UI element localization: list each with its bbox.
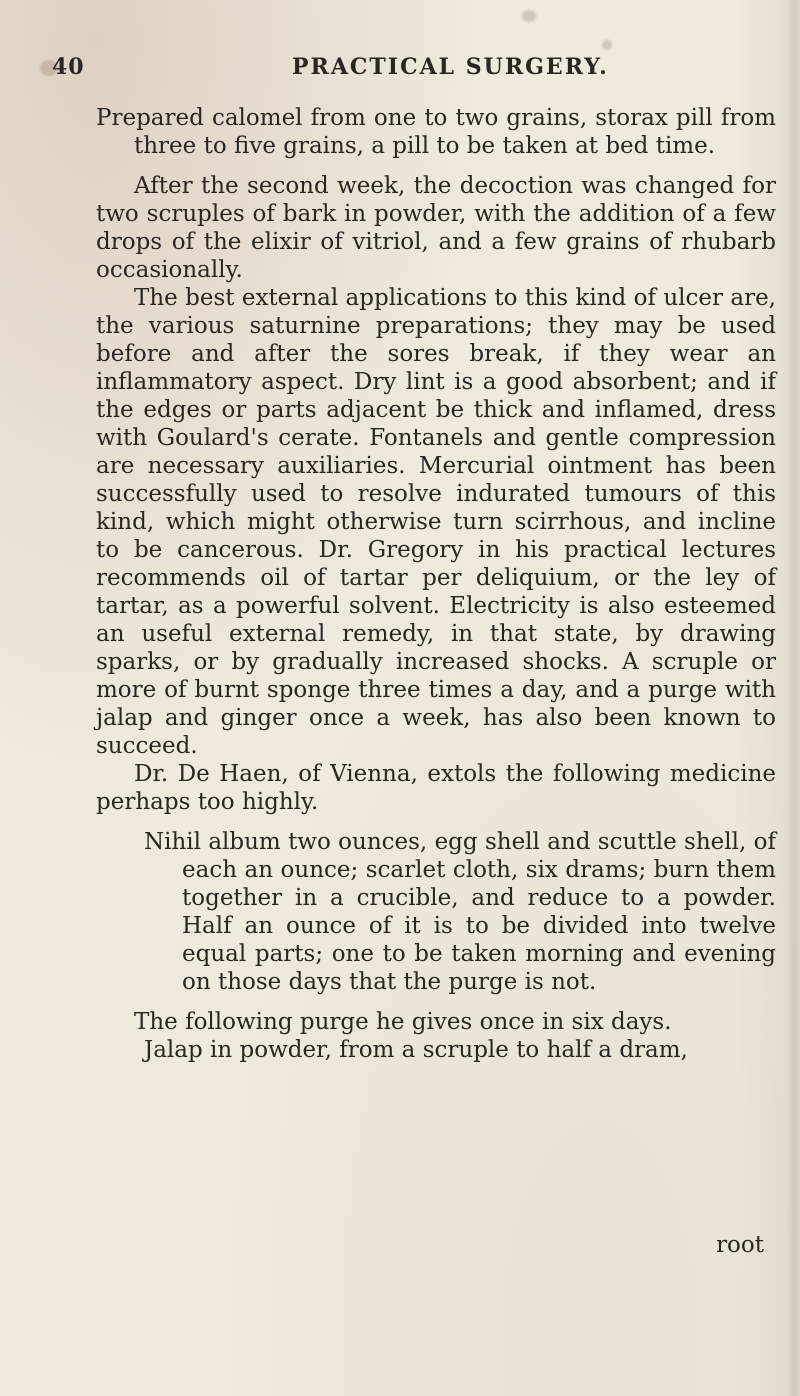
running-head: PRACTICAL SURGERY.	[292, 54, 609, 80]
paragraph-external-applications: The best external applications to this kind of ulcer are, the various saturnine preparations; they may be used before and after the sores break, if they wear an inflammatory aspect. Dry lint is a good absorbent; and if the edges or parts adjacent be thick and inflamed, dress with Goulard's cerate. Fontanels and gentle compression are necessary auxiliaries. Mercurial ointment has been successfully used to resolve indurated tumours of this kind, which might otherwise turn scirrhous, and incline to be cancerous. Dr. Gregory in his practical lectures recommends oil of tartar per deliquium, or the ley of tartar, as a powerful solvent. Electricity is also esteemed an useful external remedy, in that state, by drawing sparks, or by gradually increased shocks. A scruple or more of burnt sponge three times a day, and a purge with jalap and ginger once a week, has also been known to succeed.	[96, 285, 776, 759]
page-number: 40	[52, 54, 85, 80]
catchword: root	[716, 1232, 764, 1258]
page-edge-shadow	[786, 0, 800, 1396]
paragraph-second-week: After the second week, the decoction was changed for two scruples of bark in powder, with the addition of a few drops of the elixir of vitriol, and a few grains of rhubarb occasionally.	[96, 173, 776, 283]
body-text	[96, 104, 776, 1064]
stain-mark	[602, 40, 612, 50]
stain-mark	[522, 10, 536, 22]
paragraph-prescription: Prepared calomel from one to two grains, storax pill from three to five grains, a pill to be taken at bed time.	[96, 105, 776, 159]
paragraph-recipe: Nihil album two ounces, egg shell and scuttle shell, of each an ounce; scarlet cloth, six drams; burn them together in a crucible, and reduce to a powder. Half an ounce of it is to be divided into twelve equal parts; one to be taken morning and evening on those days that the purge is not.	[144, 829, 776, 995]
page-header	[30, 54, 770, 90]
paragraph-purge: The following purge he gives once in six days.	[134, 1009, 672, 1035]
paragraph-de-haen: Dr. De Haen, of Vienna, extols the following medicine perhaps too highly.	[96, 761, 776, 815]
paragraph-jalap: Jalap in powder, from a scruple to half a dram,	[144, 1037, 688, 1063]
